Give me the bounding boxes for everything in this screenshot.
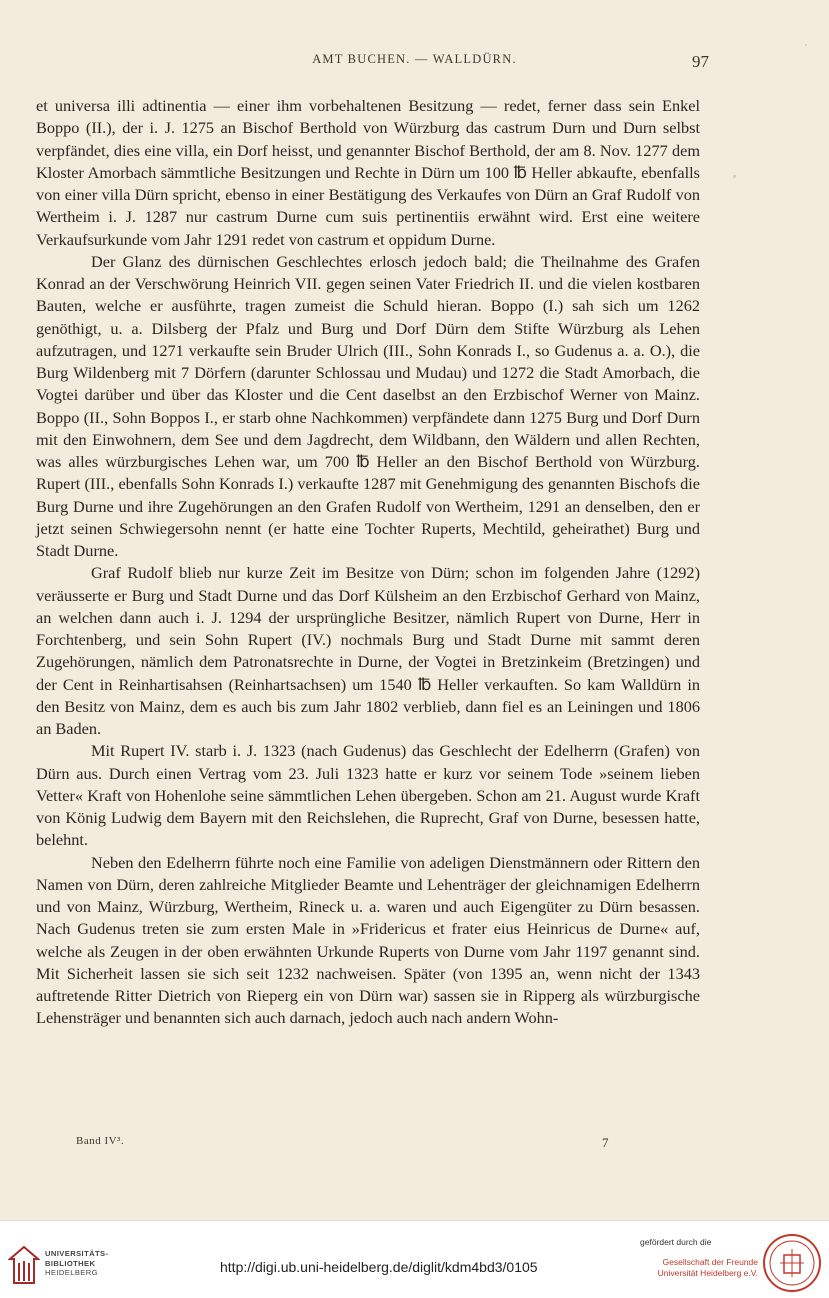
body-text — [36, 95, 700, 1030]
running-header — [0, 50, 829, 74]
permalink-url[interactable]: http://digi.ub.uni-heidelberg.de/diglit/kdm4bd3/0105 — [220, 1259, 538, 1275]
paragraph-2: Der Glanz des dürnischen Geschlechtes erlosch jedoch bald; die Theilnahme des Grafen Konrad an der Verschwörung Heinrich VII. gegen seinen Vater Friedrich II. und die vielen kostbaren Bauten, welche er ausführte, tragen zumeist die Schuld hieran. Boppo (I.) sah sich um 1262 genöthigt, u. a. Dilsberg der Pfalz und Burg und Dorf Dürn dem Stifte Würzburg als Lehen aufzutragen, und 1271 verkaufte sein Bruder Ulrich (III., Sohn Konrads I., so Gudenus a. a. O.), die Burg Wildenberg mit 7 Dörfern (darunter Schlossau und Mudau) und 1272 die Stadt Amorbach, die Vogtei darüber und über das Kloster und die Cent daselbst an den Erzbischof Werner von Mainz. Boppo (II., Sohn Boppos I., er starb ohne Nachkommen) verpfändete dann 1275 Burg und Dorf Durn mit den Einwohnern, dem See und dem Jagdrecht, dem Wildbann, den Wäldern und allen Rechten, was alles würzburgisches Lehen war, um 700 ℔ Heller an den Bischof Berthold von Würzburg. Rupert (III., ebenfalls Sohn Konrads I.) verkaufte 1287 mit Genehmigung des genannten Bischofs die Burg Durne und ihre Zugehörungen an den Grafen Rudolf von Wertheim, 1291 an denselben, den er jetzt seinen Schwiegersohn nennt (er hatte eine Tochter Ruperts, Mechtild, geheirathet) Burg und Stadt Durne. — [36, 251, 700, 560]
paragraph-1: et universa illi adtinentia — einer ihm vorbehaltenen Besitzung — redet, ferner dass sein Enkel Boppo (II.), der i. J. 1275 an Bischof Berthold von Würzburg das castrum Durn und Durn selbst verpfändet, dies eine villa, ein Dorf heisst, und genannter Bischof Berthold, der am 8. Nov. 1277 dem Kloster Amorbach sämmtliche Besitzungen und Rechte in Dürn um 100 ℔ Heller abkaufte, ebenfalls von einer villa Dürn spricht, ebenso in einer Bestätigung des Verkaufes von Dürn an Graf Rudolf von Wertheim i. J. 1287 nur castrum Durne cum suis pertinentiis erwähnt wird. Erst eine weitere Verkaufsurkunde vom Jahr 1291 redet von castrum et oppidum Durne. — [36, 96, 700, 249]
paragraph-5: Neben den Edelherrn führte noch eine Familie von adeligen Dienstmännern oder Rittern den Namen von Dürn, deren zahlreiche Mitglieder Beamte und Lehenträger der gleichnamigen Edelherrn und von Mainz, Würzburg, Wertheim, Rineck u. a. waren und auch Eigengüter zu Dürn besassen. Nach Gudenus treten sie zum ersten Male in »Fridericus et frater eius Heinricus de Durne« auf, welche als Zeugen in der oben erwähnten Urkunde Ruperts von Durne vom Jahr 1197 genannt sind. Mit Sicherheit lassen sie sich seit 1232 nachweisen. Später (von 1395 an, wenn nicht der 1343 auftretende Ritter Dietrich von Rieperg ein von Dürn war) sassen sie in Ripperg als würzburgische Lehensträger und benannten sich auch darnach, jedoch auch nach andern Wohn- — [36, 852, 700, 1028]
digital-library-bar — [0, 1220, 829, 1298]
paragraph-4: Mit Rupert IV. starb i. J. 1323 (nach Gudenus) das Geschlecht der Edelherrn (Grafen) von Dürn aus. Durch einen Vertrag vom 23. Juli 1323 hatte er kurz vor seinem Tode »seinem lieben Vetter« Kraft von Hohenlohe seine sämmtlichen Lehen übergeben. Schon am 21. August wurde Kraft von König Ludwig dem Bayern mit den Reichslehen, die Ruprecht, Graf von Durne, besessen hatte, belehnt. — [36, 741, 700, 850]
volume-label: Band IV³. — [76, 1135, 125, 1147]
header-title: AMT BUCHEN. — WALLDÜRN. — [312, 52, 517, 66]
paragraph-3: Graf Rudolf blieb nur kurze Zeit im Besitze von Dürn; schon im folgenden Jahre (1292) veräusserte er Burg und Stadt Durne und das Dorf Külsheim an den Erzbischof Gerhard von Mainz, an welchen dann auch i. J. 1294 der ursprüngliche Besitzer, nämlich Rupert von Durne, Herr in Forchtenberg, und sein Sohn Rupert (IV.) nochmals Burg und Stadt Durne mit sammt deren Zugehörungen, nämlich dem Patronatsrechte in Durne, der Vogtei in Bretzinkeim (Bretzingen) und der Cent in Reinhartisahsen (Reinhartsachsen) um 1540 ℔ Heller verkauften. So kam Walldürn in den Besitz von Mainz, dem es auch bis zum Jahr 1802 verblieb, dann fiel es an Leiningen und 1806 an Baden. — [36, 563, 700, 738]
library-logo-icon — [8, 1245, 40, 1285]
society-name-line: Universität Heidelberg e.V. — [657, 1268, 758, 1278]
society-name-line: Gesellschaft der Freunde — [662, 1257, 758, 1267]
society-name — [640, 1257, 758, 1279]
university-seal-icon — [762, 1233, 822, 1293]
library-name-line: BIBLIOTHEK — [45, 1258, 96, 1268]
paper-speck — [805, 44, 807, 46]
signature-mark: 7 — [602, 1135, 609, 1150]
library-name-line: HEIDELBERG — [45, 1268, 98, 1278]
library-name — [45, 1249, 108, 1278]
page-number: 97 — [692, 52, 709, 71]
library-name-line: UNIVERSITÄTS- — [45, 1249, 109, 1258]
paper-speck — [733, 175, 736, 178]
funding-label: gefördert durch die — [640, 1237, 712, 1247]
